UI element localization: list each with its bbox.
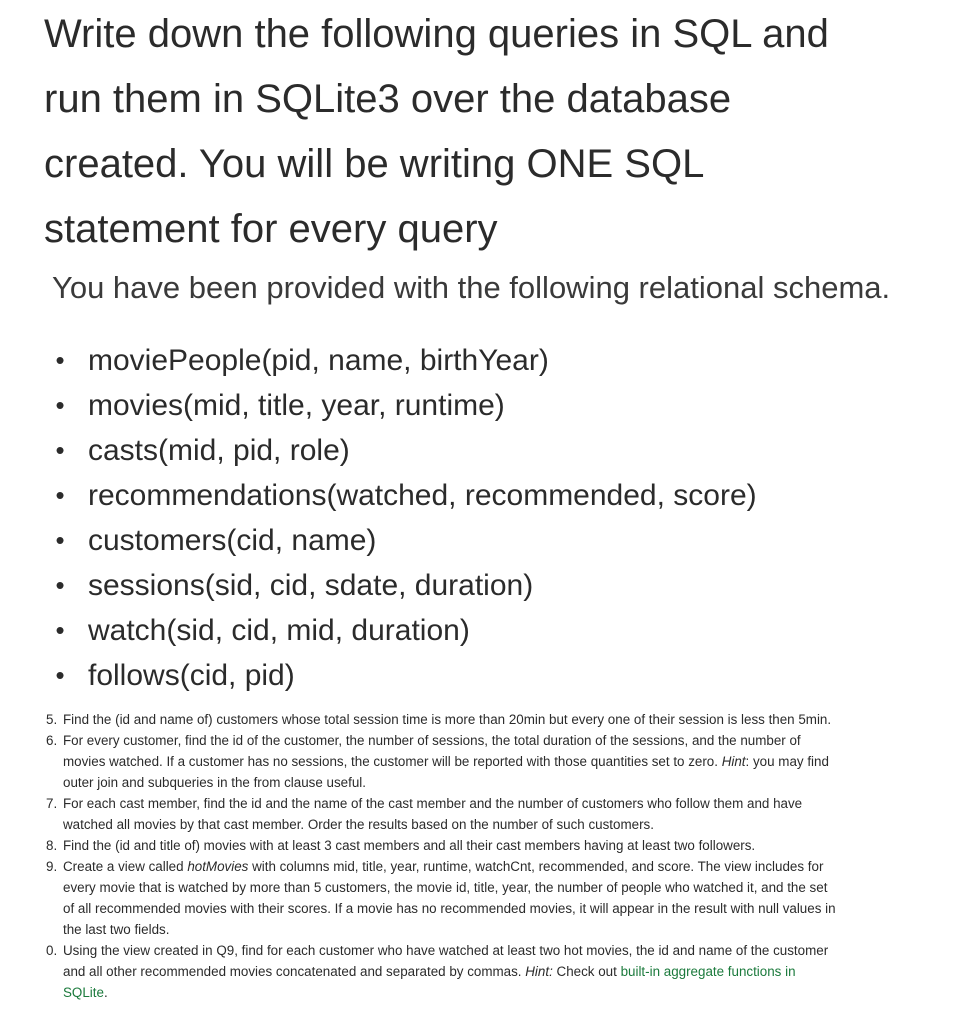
schema-item-text: recommendations(watched, recommended, score): [88, 479, 757, 512]
question-text: the last two fields.: [63, 922, 170, 937]
question-9: [46, 856, 946, 940]
question-8: [46, 835, 946, 856]
question-text-line: [63, 856, 946, 877]
question-number: 8.: [46, 838, 58, 853]
schema-intro: You have been provided with the following relational schema.: [52, 270, 891, 305]
schema-item-text: customers(cid, name): [88, 524, 377, 557]
schema-item-text: follows(cid, pid): [88, 659, 295, 692]
question-text: Create a view called: [63, 859, 184, 874]
heading-line-4: statement for every query: [44, 207, 498, 251]
view-name: hotMovies: [187, 859, 249, 874]
question-text: Find the (id and title of) movies with at least 3 cast members and all their cast members having at least two followers.: [63, 838, 756, 853]
question-number: 5.: [46, 712, 58, 727]
question-number: 7.: [46, 796, 58, 811]
bullet-icon: •: [55, 660, 65, 690]
question-text: Find the (id and name of) customers whose total session time is more than 20min but every one of their session is less then 5min.: [63, 712, 832, 727]
question-10: [46, 940, 946, 1003]
question-number: 6.: [46, 733, 58, 748]
question-text: of all recommended movies with their scores. If a movie has no recommended movies, it will appear in the result with null values in: [63, 901, 836, 916]
question-text: Check out: [556, 964, 617, 979]
question-text-line: [63, 961, 946, 982]
question-list: [46, 709, 946, 1003]
question-5: [46, 709, 946, 730]
hint-label: Hint:: [525, 964, 553, 979]
aggregate-functions-link-continued[interactable]: SQLite: [63, 985, 104, 1000]
bullet-icon: •: [55, 525, 65, 555]
assignment-heading: [44, 2, 944, 262]
bullet-icon: •: [55, 435, 65, 465]
hint-label: Hint: [721, 754, 746, 769]
bullet-icon: •: [55, 615, 65, 645]
schema-item-text: watch(sid, cid, mid, duration): [88, 614, 470, 647]
question-6: [46, 730, 946, 793]
question-text: movies watched. If a customer has no sessions, the customer will be reported with those quantities set to zero.: [63, 754, 718, 769]
schema-item-text: moviePeople(pid, name, birthYear): [88, 344, 549, 377]
heading-line-2: run them in SQLite3 over the database: [44, 77, 732, 121]
aggregate-functions-link[interactable]: built-in aggregate functions in: [620, 964, 796, 979]
question-text: : you may find: [745, 754, 829, 769]
question-text: outer join and subqueries in the from clause useful.: [63, 775, 366, 790]
question-text: .: [103, 985, 108, 1000]
question-text: Using the view created in Q9, find for each customer who have watched at least two hot movies, the id and name of the customer: [63, 943, 829, 958]
bullet-icon: •: [55, 570, 65, 600]
question-text: every movie that is watched by more than 5 customers, the movie id, title, year, the number of people who watched it, and the set: [63, 880, 828, 895]
question-text: For each cast member, find the id and the name of the cast member and the number of customers who follow them and have: [63, 796, 803, 811]
schema-item-text: sessions(sid, cid, sdate, duration): [88, 569, 534, 602]
question-text: with columns mid, title, year, runtime, watchCnt, recommended, and score. The view includes for: [252, 859, 824, 874]
question-number: 9.: [46, 859, 58, 874]
question-number: 0.: [46, 943, 58, 958]
question-text: and all other recommended movies concatenated and separated by commas.: [63, 964, 522, 979]
question-text-line: [63, 982, 946, 1003]
bullet-icon: •: [55, 390, 65, 420]
heading-line-3: created. You will be writing ONE SQL: [44, 142, 705, 186]
schema-item-text: movies(mid, title, year, runtime): [88, 389, 505, 422]
bullet-icon: •: [55, 345, 65, 375]
question-text: For every customer, find the id of the customer, the number of sessions, the total duration of the sessions, and the number of: [63, 733, 801, 748]
question-text: watched all movies by that cast member. Order the results based on the number of such customers.: [63, 817, 654, 832]
schema-item-text: casts(mid, pid, role): [88, 434, 350, 467]
heading-line-1: Write down the following queries in SQL and: [44, 12, 829, 56]
bullet-icon: •: [55, 480, 65, 510]
question-7: [46, 793, 946, 835]
question-text-line: [63, 751, 946, 772]
